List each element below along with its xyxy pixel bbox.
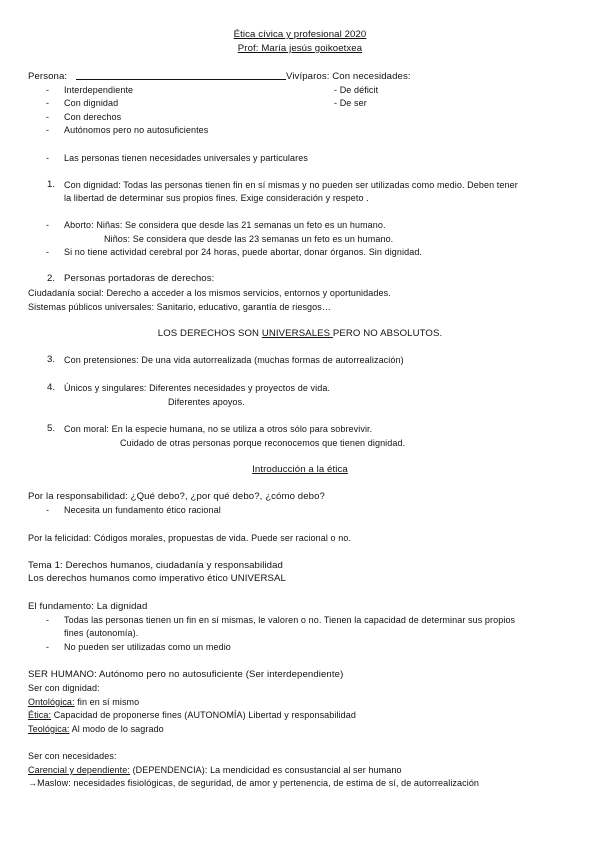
ontologica-text: fin en sí mismo xyxy=(74,697,140,707)
fundamento-dignidad: El fundamento: La dignidad xyxy=(28,601,148,612)
bullet-dash: - xyxy=(46,112,49,122)
dignity-line: Con dignidad: Todas las personas tienen fin en sí mismas y no pueden ser utilizadas como medio. Deben tener xyxy=(64,180,518,190)
tema-bullet-line: No pueden ser utilizadas como un medio xyxy=(64,642,231,652)
teologica-label: Teológica: xyxy=(28,724,70,734)
moral-line: Con moral: En la especie humana, no se utiliza a otros sólo para sobrevivir. xyxy=(64,424,373,434)
caps-text: PERO NO ABSOLUTOS. xyxy=(332,328,443,339)
dignity-line: la libertad de determinar sus propios fines. Exige consideración y respeto . xyxy=(64,193,369,203)
intro-title: Introducción a la ética xyxy=(252,464,348,475)
bullet-dash: - xyxy=(46,125,49,135)
fundamento-racional: Necesita un fundamento ético racional xyxy=(64,505,221,515)
need-deficit: - De déficit xyxy=(334,85,379,95)
bullet-dash: - xyxy=(46,505,49,515)
ser-con-dignidad: Ser con dignidad: xyxy=(28,683,100,693)
caps-underlined: UNIVERSALES xyxy=(261,328,333,339)
aborto-line: Aborto: Niñas: Se considera que desde las 21 semanas un feto es un humano. xyxy=(64,220,386,230)
bullet-dash: - xyxy=(46,247,49,257)
bullet-dash: - xyxy=(46,642,49,652)
tema-subtitle: Los derechos humanos como imperativo ético UNIVERSAL xyxy=(28,573,286,584)
persona-item: Interdependiente xyxy=(64,85,134,95)
ser-con-necesidades: Ser con necesidades: xyxy=(28,751,117,761)
persona-item: Autónomos pero no autosuficientes xyxy=(64,125,209,135)
aborto-line: Niños: Se considera que desde las 23 semanas un feto es un humano. xyxy=(104,234,394,244)
list-number: 2. xyxy=(47,273,56,284)
ontologica-line xyxy=(28,697,139,708)
carencial-label: Carencial y dependiente: xyxy=(28,765,130,775)
moral-line: Cuidado de otras personas porque reconocemos que tienen dignidad. xyxy=(120,438,406,448)
rights-heading: Personas portadoras de derechos: xyxy=(64,273,215,284)
caps-text: LOS DERECHOS SON xyxy=(157,328,262,339)
ciudadania-social: Ciudadanía social: Derecho a acceder a los mismos servicios, entornos y oportunidades. xyxy=(28,288,391,298)
professor-name: Prof: María jesús goikoetxea xyxy=(237,43,363,54)
persona-blank-line xyxy=(76,79,286,80)
ser-humano-title: SER HUMANO: Autónomo pero no autosuficiente (Ser interdependiente) xyxy=(28,669,344,680)
etica-label: Ética: xyxy=(28,710,52,720)
rights-caps-line xyxy=(0,328,600,340)
unicos-line: Diferentes apoyos. xyxy=(168,397,245,407)
sistemas-publicos: Sistemas públicos universales: Sanitario, educativo, garantía de riesgos… xyxy=(28,302,331,312)
tema-title: Tema 1: Derechos humanos, ciudadanía y responsabilidad xyxy=(28,560,283,571)
ontologica-label: Ontológica: xyxy=(28,697,75,707)
list-number: 3. xyxy=(47,354,56,365)
aborto-line: Si no tiene actividad cerebral por 24 horas, puede abortar, donar órganos. Sin dignidad. xyxy=(64,247,423,257)
list-number: 1. xyxy=(47,179,56,190)
unicos-line: Únicos y singulares: Diferentes necesidades y proyectos de vida. xyxy=(64,383,331,393)
bullet-dash: - xyxy=(46,98,49,108)
tema-bullet-line: Todas las personas tienen un fin en sí mismas, le valoren o no. Tienen la capacidad de determinar sus propios xyxy=(64,615,516,625)
bullet-dash: - xyxy=(46,220,49,230)
teologica-text: Al modo de lo sagrado xyxy=(69,724,164,734)
persona-label: Persona: xyxy=(28,71,68,82)
tema-bullet-line: fines (autonomía). xyxy=(64,628,139,638)
universal-needs-text: Las personas tienen necesidades universales y particulares xyxy=(64,153,308,163)
pretensiones-text: Con pretensiones: De una vida autorrealizada (muchas formas de autorrealización) xyxy=(64,355,404,365)
need-ser: - De ser xyxy=(334,98,367,108)
persona-item: Con dignidad xyxy=(64,98,119,108)
bullet-dash: - xyxy=(46,153,49,163)
list-number: 4. xyxy=(47,382,56,393)
etica-line xyxy=(28,710,356,721)
bullet-dash: - xyxy=(46,615,49,625)
etica-text: Capacidad de proponerse fines (AUTONOMÍA) Libertad y responsabilidad xyxy=(51,710,356,720)
list-number: 5. xyxy=(47,423,56,434)
viviparos-label: Vivíparos: Con necesidades: xyxy=(286,71,411,82)
maslow-line: →Maslow: necesidades fisiológicas, de seguridad, de amor y pertenencia, de estima de sí, de autorrealización xyxy=(28,778,480,788)
bullet-dash: - xyxy=(46,85,49,95)
teologica-line xyxy=(28,724,164,735)
carencial-line xyxy=(28,765,402,776)
responsabilidad-text: Por la responsabilidad: ¿Qué debo?, ¿por qué debo?, ¿cómo debo? xyxy=(28,491,325,502)
document-title: Ética cívica y profesional 2020 xyxy=(233,29,367,40)
persona-item: Con derechos xyxy=(64,112,122,122)
felicidad-text: Por la felicidad: Códigos morales, propuestas de vida. Puede ser racional o no. xyxy=(28,533,352,543)
carencial-text: (DEPENDENCIA): La mendicidad es consustancial al ser humano xyxy=(129,765,402,775)
